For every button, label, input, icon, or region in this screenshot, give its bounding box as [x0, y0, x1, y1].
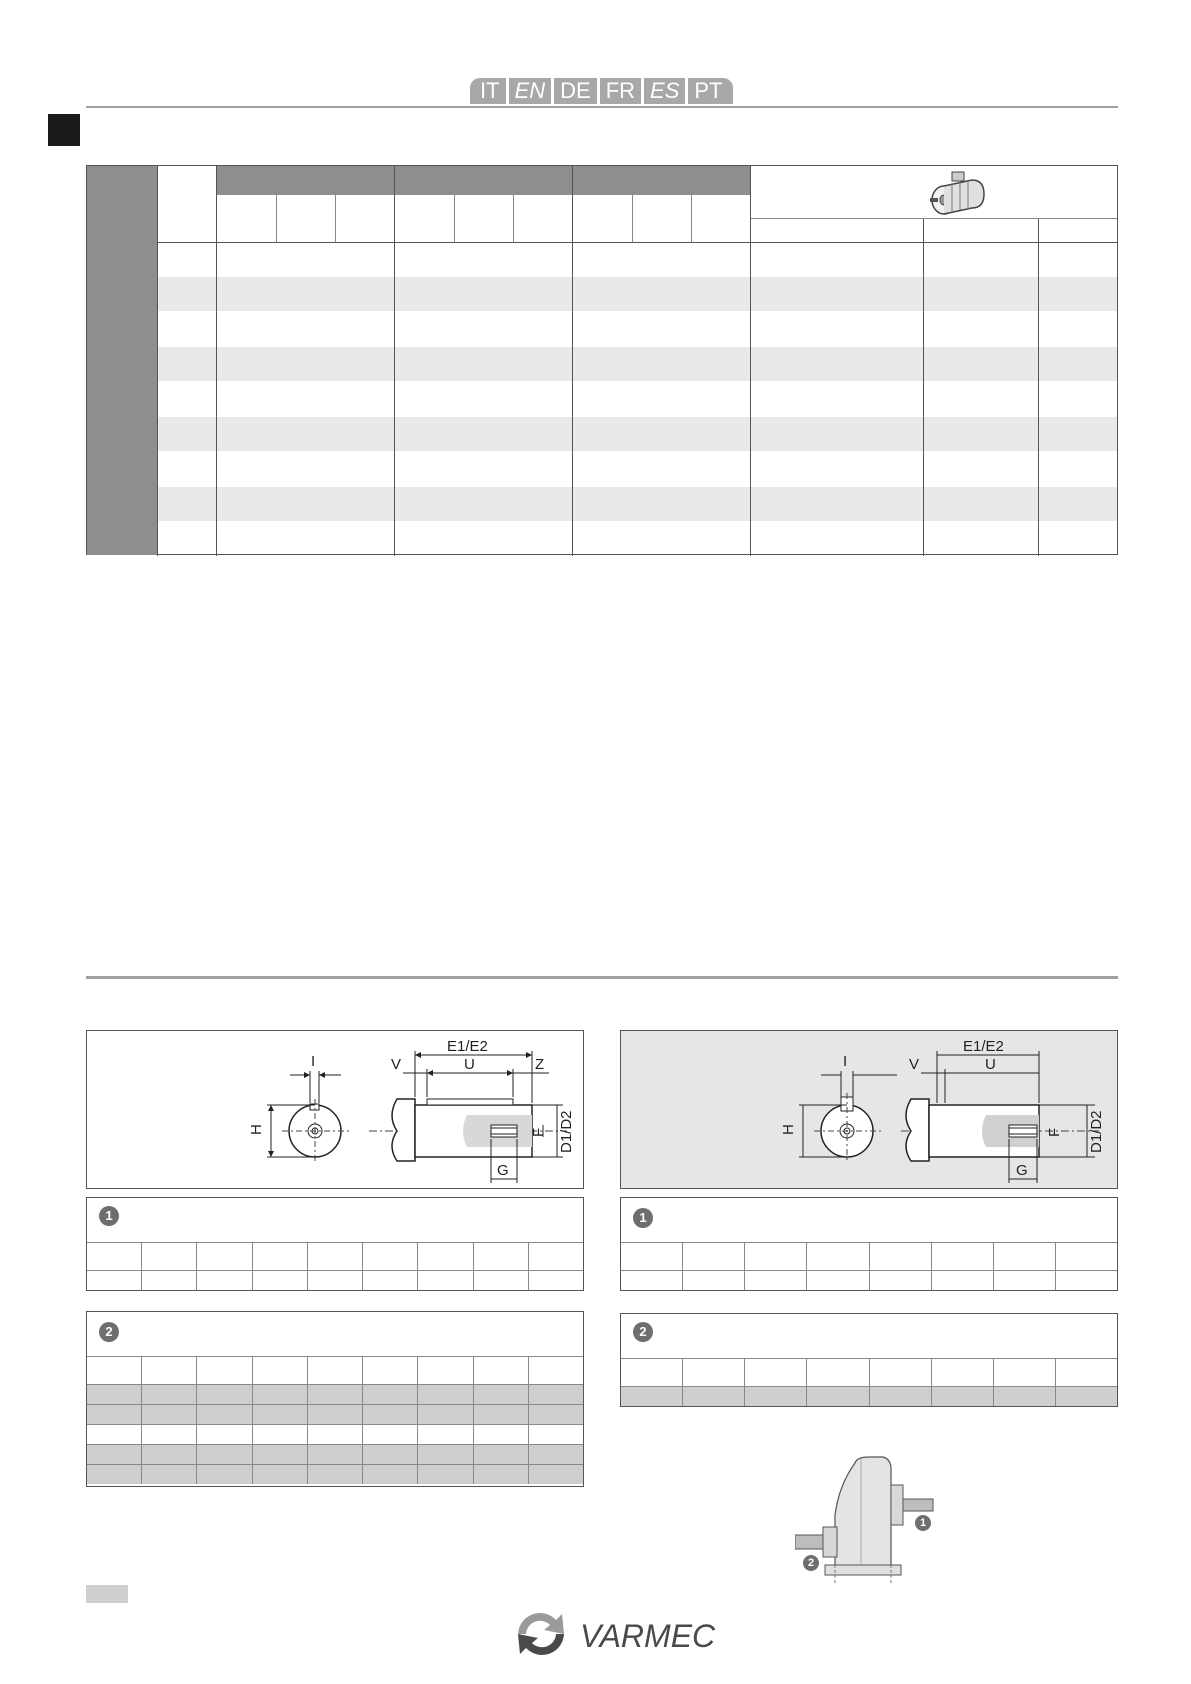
language-tab-fr[interactable]: FR	[600, 78, 641, 104]
table-row	[87, 1424, 583, 1444]
dim-label-d: D1/D2	[1088, 1110, 1105, 1153]
table-badge-2: 2	[99, 1322, 119, 1342]
dim-label-v: V	[391, 1056, 402, 1073]
table-badge-1: 1	[633, 1208, 653, 1228]
language-tab-de[interactable]: DE	[554, 78, 597, 104]
table-badge-2: 2	[633, 1322, 653, 1342]
table-row	[87, 1404, 583, 1424]
table-badge-1: 1	[99, 1206, 119, 1226]
table-row	[158, 487, 1117, 521]
table-row	[158, 347, 1117, 381]
dim-label-f: F	[530, 1127, 547, 1137]
dim-label-v: V	[909, 1056, 920, 1073]
language-tab-it[interactable]: IT	[470, 78, 506, 104]
section-marker	[48, 114, 80, 146]
shaft-table-1-right	[620, 1197, 1118, 1291]
dim-label-z: Z	[535, 1056, 545, 1073]
dim-label-e: E1/E2	[963, 1038, 1004, 1055]
table-row	[621, 1386, 1117, 1406]
dim-label-f: F	[1046, 1127, 1063, 1137]
language-tabs	[470, 78, 733, 104]
column-group-header-3	[573, 166, 750, 195]
dim-label-h: H	[780, 1124, 797, 1135]
table-side-header	[87, 242, 158, 555]
shaft-drawing-right	[620, 1030, 1118, 1189]
table-header-row	[621, 1242, 1117, 1270]
table-row	[87, 1270, 583, 1290]
table-header-row	[87, 1242, 583, 1270]
shaft-drawing-left	[86, 1030, 584, 1189]
assembly-badge-1: 1	[915, 1515, 931, 1531]
dim-label-g: G	[497, 1162, 509, 1179]
dim-label-h: H	[248, 1124, 265, 1135]
table-row	[87, 1464, 583, 1484]
shaft-table-1-left	[86, 1197, 584, 1291]
dim-label-u: U	[464, 1056, 475, 1073]
table-row	[87, 1384, 583, 1404]
table-row	[87, 1444, 583, 1464]
table-corner-header	[87, 166, 158, 242]
dim-label-g: G	[1016, 1162, 1028, 1179]
column-group-header-2	[395, 166, 572, 195]
performance-table	[86, 165, 1118, 555]
dim-label-d: D1/D2	[558, 1110, 575, 1153]
table-header-row	[621, 1358, 1117, 1386]
motor-icon	[922, 170, 992, 218]
dim-label-e: E1/E2	[447, 1038, 488, 1055]
brand-name: VARMEC	[580, 1618, 716, 1654]
dim-label-u: U	[985, 1056, 996, 1073]
section-divider	[86, 976, 1118, 979]
table-row	[158, 277, 1117, 311]
dim-label-i: I	[311, 1053, 316, 1070]
dim-label-i: I	[843, 1053, 848, 1070]
column-group-header-1	[217, 166, 394, 195]
language-tab-pt[interactable]: PT	[688, 78, 732, 104]
page-tab	[86, 1585, 128, 1603]
header-divider	[86, 106, 1118, 108]
varmec-logo-icon	[512, 1608, 570, 1660]
language-tab-en[interactable]: EN	[509, 78, 552, 104]
table-row	[158, 417, 1117, 451]
gearbox-assembly-icon	[795, 1455, 945, 1585]
language-tab-es[interactable]: ES	[644, 78, 685, 104]
table-header-row	[87, 1356, 583, 1384]
shaft-table-2-right	[620, 1313, 1118, 1407]
table-row	[621, 1270, 1117, 1290]
assembly-badge-2: 2	[803, 1555, 819, 1571]
shaft-table-2-left	[86, 1311, 584, 1487]
